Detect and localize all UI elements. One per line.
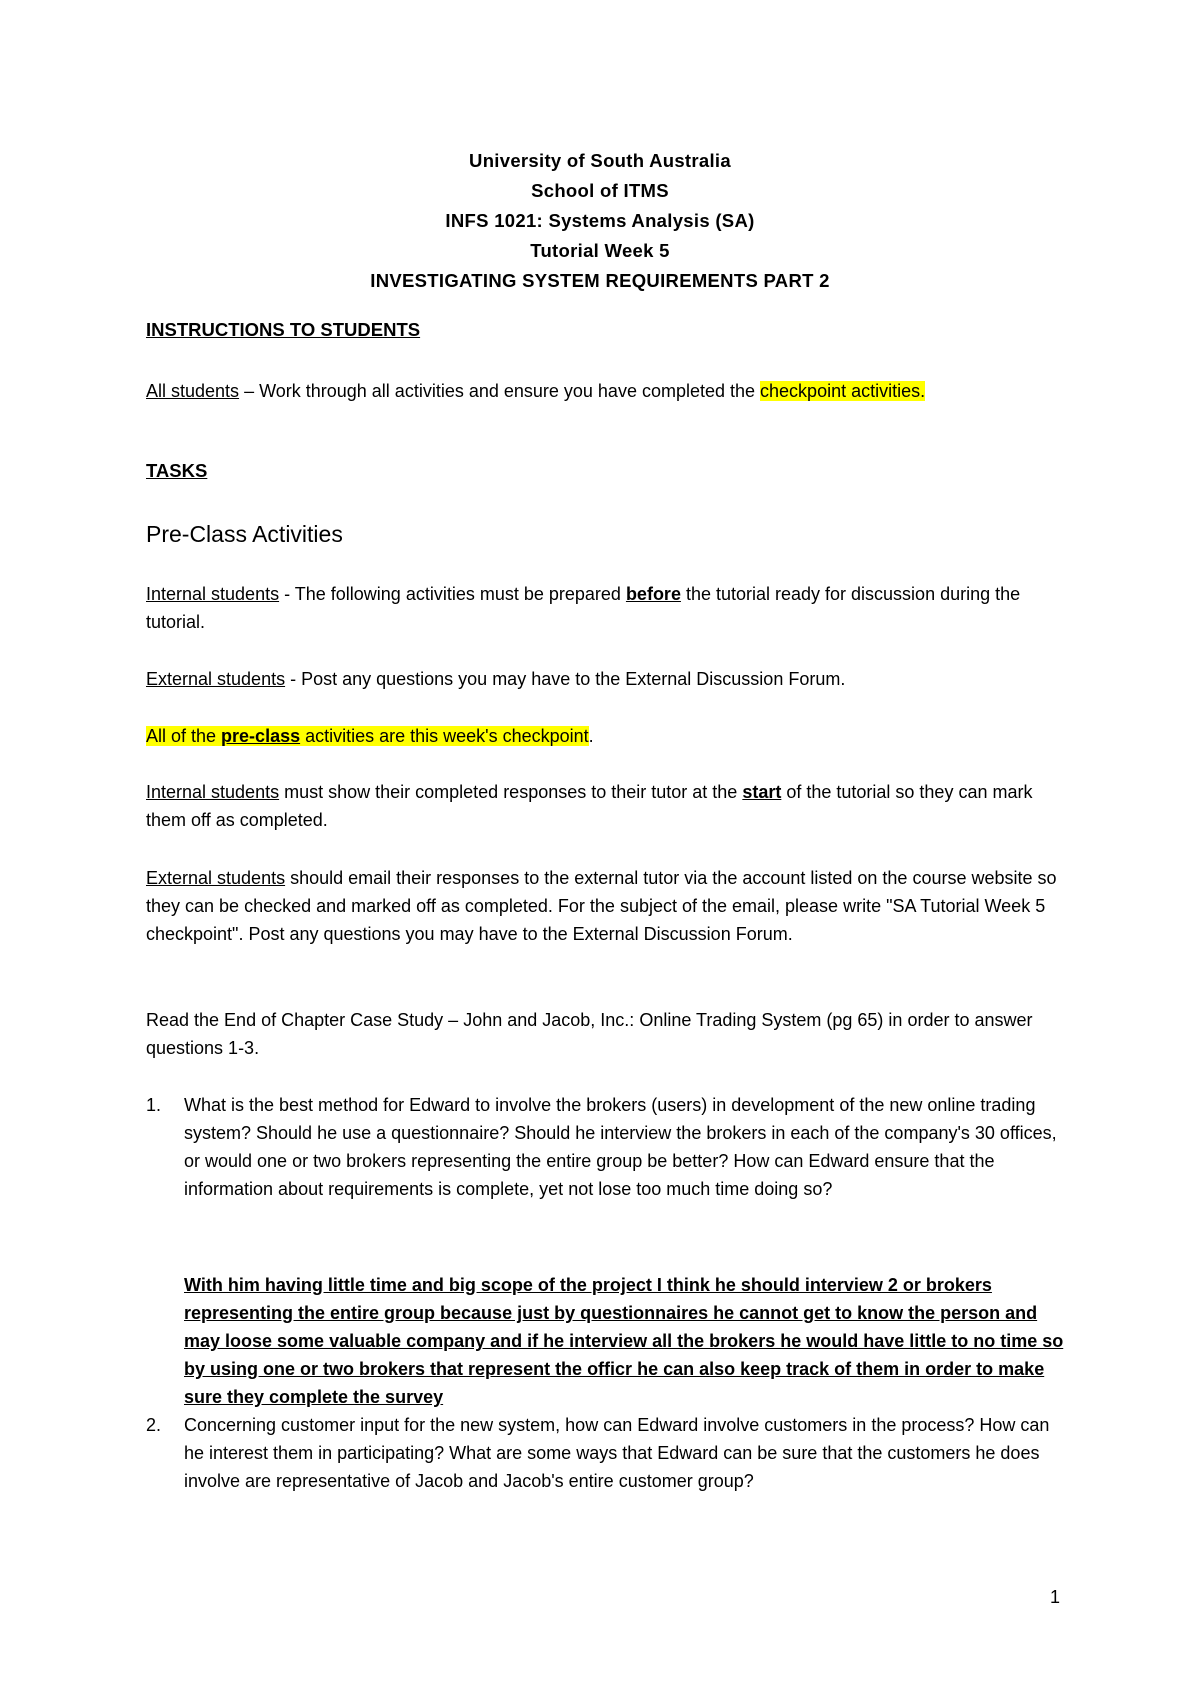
answer-1 <box>146 1271 1066 1411</box>
school-name: School of ITMS <box>531 180 669 201</box>
question-text: Concerning customer input for the new system, how can Edward involve customers in the process? How can he interest them in participating? What are some ways that Edward can be sure that the customers he does involve are representative of Jacob and Jacob's entire customer group? <box>184 1415 1050 1491</box>
checkpoint-highlight: checkpoint activities. <box>760 381 926 401</box>
question-text: What is the best method for Edward to involve the brokers (users) in development of the new online trading system? Should he use a questionnaire? Should he interview the brokers in each of the company's 30 offices, or would one or two brokers representing the entire group be better? How can Edward ensure that the information about requirements is complete, yet not lose too much time doing so? <box>184 1095 1057 1199</box>
tutorial-week: Tutorial Week 5 <box>530 240 670 261</box>
tasks-heading: TASKS <box>146 460 208 481</box>
answer-text: With him having little time and big scope of the project I think he should interview 2 or brokers representing the entire group because just by questionnaires he cannot get to know the person and may loose some valuable company and if he interview all the brokers he would have little to no time so by using one or two brokers that represent the officr he can also keep track of them in order to make sure they complete the survey <box>184 1275 1064 1407</box>
question-number: 1. <box>146 1095 162 1115</box>
read-case-study-paragraph: Read the End of Chapter Case Study – John and Jacob, Inc.: Online Trading System (pg 65) in order to answer questions 1-3. <box>146 1010 1033 1058</box>
question-list-2 <box>146 1411 1066 1495</box>
tutorial-title: INVESTIGATING SYSTEM REQUIREMENTS PART 2 <box>370 270 830 291</box>
preclass-heading: Pre-Class Activities <box>146 521 343 547</box>
page-number: 1 <box>1049 1587 1060 1607</box>
internal-students-paragraph: Internal students - The following activities must be prepared before the tutorial ready for discussion during the tutorial. <box>146 584 1021 632</box>
instructions-heading: INSTRUCTIONS TO STUDENTS <box>146 319 421 340</box>
course-title: INFS 1021: Systems Analysis (SA) <box>445 210 755 231</box>
all-students-label: All students <box>146 381 240 401</box>
checkpoint-paragraph: All of the pre-class activities are this week's checkpoint. <box>146 726 594 746</box>
external-students-paragraph: External students - Post any questions you may have to the External Discussion Forum. <box>146 669 846 689</box>
list-item <box>146 1411 1066 1495</box>
university-name: University of South Australia <box>469 150 731 171</box>
question-list <box>146 1091 1066 1203</box>
internal-students-checkpoint-paragraph: Internal students must show their completed responses to their tutor at the start of the tutorial so they can mark them off as completed. <box>146 782 1033 830</box>
external-students-checkpoint-paragraph: External students should email their responses to the external tutor via the account listed on the course website so they can be checked and marked off as completed. For the subject of the email, please write "SA Tutorial Week 5 checkpoint". Post any questions you may have to the External Discussion Forum. <box>146 868 1057 944</box>
instructions-all-students: All students – Work through all activities and ensure you have completed the checkpoint activities. <box>146 381 926 401</box>
document-header <box>0 146 1200 296</box>
list-item <box>146 1091 1066 1203</box>
question-number: 2. <box>146 1415 162 1435</box>
